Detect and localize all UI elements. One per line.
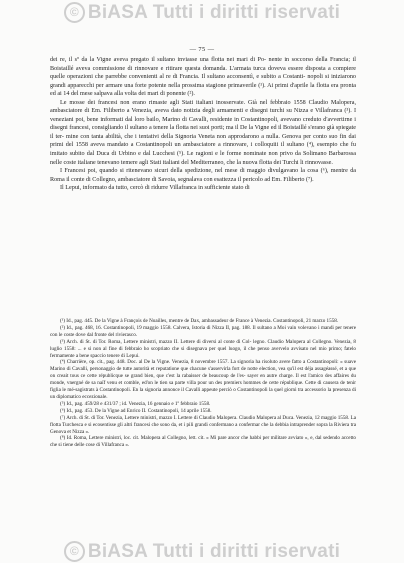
footnote: (²) Id., pag. 468, 16. Costantinopoli, 19 maggio 1558. Calvera, Istoria di Nizza II, pag. 188. Il sultano a Moi vain volevano i mandi per tenere con le coste dove dal fronte del rivierasco. (50, 324, 356, 338)
page-header: — 75 — (189, 46, 215, 53)
watermark-text: BiASA Tutti i diritti riservati (87, 2, 341, 23)
paragraph: I Francesi poi, quando si ritenevano sicuri della spedizione, nel mese di maggio divulgavano la cosa (⁶), mentre da Roma il conte di Collegno, ambasciatore di Savoia, segnalava con esattezza il pericolo ad Em. Filiberto (⁷). (50, 168, 356, 183)
footnote: (⁵) Id., pag. 459/28 e 431/37 ; id. Venezia, 16 gennaio e 1º febbraio 1558. (60, 400, 211, 407)
copyright-icon: © (64, 2, 85, 23)
body-text (50, 56, 356, 193)
paragraph: dei re, il sº da la Vigne aveva pregato il sultano inviasse una flotta nei mari di Po- nente in soccorso della Francia; il Boistaillé aveva commissione di rinnovare e ritirare questa domanda. L'armata turca doveva essere disposta a compiere quelle operazioni che parrebbe convenienti al re di Francia. Il sultano acconsentì, e subito a Costanti- nopoli si iniziarono grandi apparecchi per armare una forte potente nella prossima stagione primaverile (¹). Ai primi d'aprile la flotta era pronta ed ai 14 del mese salpava alla volta dei mari di ponente (²). (50, 57, 356, 98)
paragraph: Le mosse dei francesi non erano rimaste agli Stati italiani inosservate. Già nel febbraio 1558 Claudio Malopera, ambasciatore di Em. Filiberto a Venezia, aveva dato notizia degli armamenti e disegni turchi su Nizza e Villafranca (³). I veneziani poi, bene informati dal loro bailo, Marino di Cavalli, residente in Costantinopoli, avevano creduto d'avvertirne i disegni francesi, consigliando il sultano a tenere la flotta nei suoi porti; ma il De la Vigne ed il Boistaillé s'erano già spiegate il ter- mine con tanta abilità, che i tentativi della Signoria Veneta non approdarono a nulla. Genova per conto suo fin dai primi del 1558 aveva mandato a Costantinopoli un ambasciatore a rinnovare, i colloquiii il sultano (⁴), esempio che fu imitato subito dal Duca di Urbino e dal Lucchesi (⁵). Le ragioni e le forme nominate non privo da Solimano Barbarossa nelle coste italiane tenevano temere agli Stati italiani del Mediterraneo, che la nuova flotta dei Turchi li rinnovasse. (50, 99, 356, 166)
footnote: (¹) Id., pag. 445. De la Vigne à François de Noailles, mentre de Dax, ambassadeur de France à Venezia. Costantinopoli, 21 marzo 1558. (60, 318, 339, 324)
watermark-text: BiASA Tutti i diritti riservati (87, 541, 341, 562)
footnotes (50, 318, 356, 449)
watermark-top (0, 2, 404, 24)
watermark-bottom (0, 541, 404, 563)
copyright-icon: © (64, 541, 85, 562)
footnote: (⁷) Arch. di St. di Tor. Venezia, Lettere ministri, mazzo I. Lettere di Claudio Malopera. Claudio Malopera al Duca. Venezia, 12 maggio 1558. La flotta Turchesca e si ecosentisse gli altri francesi che sono da, et i pili grandi confermano a confermar che la debbia intraprender sopra la Riviera tra Genova et Nizza ». (50, 414, 356, 435)
footnote: (⁸) Id. Roma, Lettere ministri, loc. cit. Malopera al Collegno, lett. cit. « Mi pare ancor che habbi per militare avviato », e, dal sedendo accetto che si tiene delle cose di Villafranca ». (50, 435, 356, 449)
footnote: (⁶) Id., pag. 453. De la Vigne ad Enrico II. Costantinopoli, 14 aprile 1558. (60, 407, 212, 414)
footnote: (⁴) Charrière, op. cit., pag. 448. Doc. al De la Vigne. Venezia, 8 novembre 1557. La signoria ha risoluto avere fatto a Costantinopoli: « suave Marino di Cavalli, personaggio de tutte autorità et reputatione que chacune s'asservirla fort de notte election, vea qu'il est déja assagéassé, et a que on creait tous ce cette républicque se grand bien, que c'est la rabaisser de beaucoup de l'es- sayer en autre charge. Il est l'amico des affaires du monde, vnergné de sa naïf venu et comble, ed'on le tien sa parte villa pour un des premiers hommes de cette république. Cette di causera de tenir figlia le mé-sagistrats à Costantinopoli. En la signoria annonce il Cavalli appeute perciò o Costantinopoli la quel giorni tra accessorio la presenza di un diplomatico eccezionale. (50, 359, 356, 400)
paragraph: Il Lepui, informato da tutto, cercò di ridurre Villafranca in sufficiente stato di (60, 185, 250, 192)
footnote: (³) Arch. di St. di Tor. Roma, Lettere ministri, mazzo II. Lettere di diversi al conte di Col- legno. Claudio Malopera al Collegno. Venezia, 8 luglio 1558: ... e si non al fine di febbraio ho scopriato che si disegnava per quel luogo, il che penso avervelo avvisato nel mio primo; fatelo fermamente a bene spaccio tenere di Lepui. (50, 338, 356, 359)
